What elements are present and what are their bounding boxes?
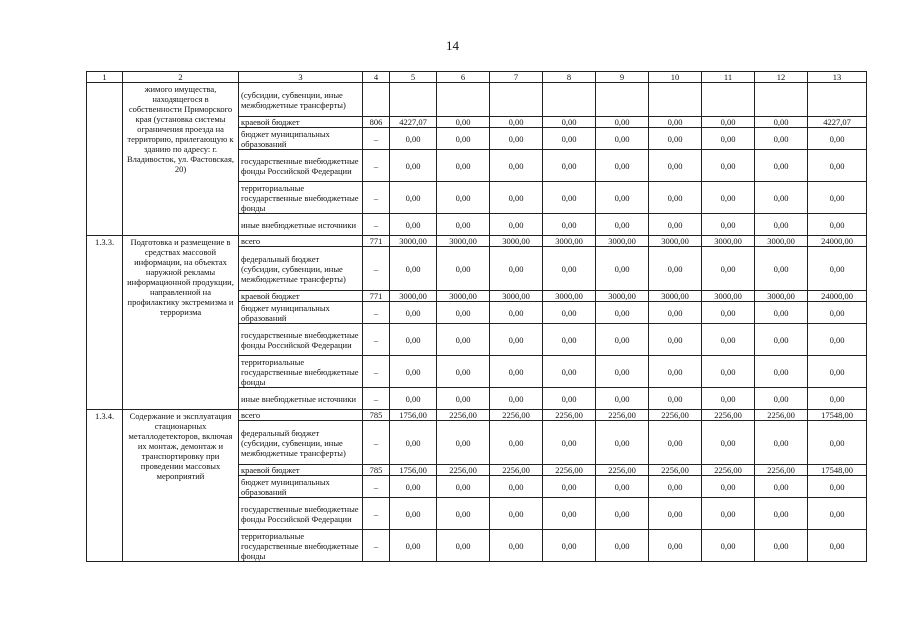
amount-cell: 0,00 xyxy=(543,214,596,236)
amount-cell: 3000,00 xyxy=(649,291,702,302)
amount-cell: 0,00 xyxy=(437,128,490,150)
amount-cell: 3000,00 xyxy=(437,291,490,302)
funding-source: территориальные государственные внебюджетные фонды xyxy=(239,356,363,388)
amount-cell: 0,00 xyxy=(755,388,808,410)
budget-code: – xyxy=(363,302,390,324)
amount-cell: 0,00 xyxy=(649,117,702,128)
amount-cell: 0,00 xyxy=(755,117,808,128)
amount-cell: 0,00 xyxy=(543,421,596,465)
amount-cell: 0,00 xyxy=(808,302,867,324)
amount-cell: 0,00 xyxy=(390,530,437,562)
budget-code: 771 xyxy=(363,236,390,247)
column-header: 5 xyxy=(390,72,437,83)
item-index: 1.3.3. xyxy=(87,236,123,410)
header-row xyxy=(87,72,867,83)
amount-cell: 0,00 xyxy=(649,150,702,182)
amount-cell: 0,00 xyxy=(649,530,702,562)
amount-cell: 3000,00 xyxy=(596,236,649,247)
column-header: 6 xyxy=(437,72,490,83)
amount-cell: 0,00 xyxy=(702,498,755,530)
item-name: Содержание и эксплуатация стационарных металлодетекторов, включая их монтаж, демонтаж и транспортировку при проведении массовых мероприятий xyxy=(123,410,239,562)
amount-cell: 3000,00 xyxy=(390,291,437,302)
table-row xyxy=(87,236,867,247)
amount-cell: 0,00 xyxy=(543,356,596,388)
amount-cell: 2256,00 xyxy=(702,410,755,421)
column-header: 10 xyxy=(649,72,702,83)
amount-cell: 0,00 xyxy=(649,421,702,465)
amount-cell: 0,00 xyxy=(755,150,808,182)
funding-source: государственные внебюджетные фонды Российской Федерации xyxy=(239,150,363,182)
amount-cell: 0,00 xyxy=(390,356,437,388)
amount-cell: 0,00 xyxy=(755,247,808,291)
funding-source: всего xyxy=(239,236,363,247)
amount-cell: 3000,00 xyxy=(543,291,596,302)
amount-cell: 2256,00 xyxy=(437,465,490,476)
amount-cell: 0,00 xyxy=(596,302,649,324)
amount-cell: 0,00 xyxy=(808,421,867,465)
item-index: 1.3.4. xyxy=(87,410,123,562)
amount-cell: 0,00 xyxy=(543,128,596,150)
amount-cell: 0,00 xyxy=(649,247,702,291)
amount-cell: 0,00 xyxy=(808,247,867,291)
amount-cell: 0,00 xyxy=(390,150,437,182)
amount-cell: 0,00 xyxy=(390,182,437,214)
amount-cell: 0,00 xyxy=(702,476,755,498)
amount-cell: 3000,00 xyxy=(702,236,755,247)
amount-cell: 0,00 xyxy=(490,324,543,356)
budget-code: – xyxy=(363,388,390,410)
amount-cell: 0,00 xyxy=(596,530,649,562)
amount-cell: 0,00 xyxy=(390,128,437,150)
funding-source: территориальные государственные внебюджетные фонды xyxy=(239,530,363,562)
amount-cell: 0,00 xyxy=(490,302,543,324)
column-header: 9 xyxy=(596,72,649,83)
amount-cell: 0,00 xyxy=(755,421,808,465)
amount-cell: 0,00 xyxy=(437,421,490,465)
amount-cell: 0,00 xyxy=(808,324,867,356)
amount-cell: 0,00 xyxy=(808,150,867,182)
budget-code: – xyxy=(363,324,390,356)
amount-cell: 0,00 xyxy=(390,476,437,498)
amount-cell: 0,00 xyxy=(490,421,543,465)
amount-cell: 2256,00 xyxy=(543,465,596,476)
amount-cell: 1756,00 xyxy=(390,410,437,421)
amount-cell: 2256,00 xyxy=(490,410,543,421)
table-row xyxy=(87,83,867,117)
amount-cell: 0,00 xyxy=(437,498,490,530)
amount-cell: 3000,00 xyxy=(596,291,649,302)
amount-cell: 0,00 xyxy=(702,117,755,128)
column-header: 11 xyxy=(702,72,755,83)
amount-cell: 0,00 xyxy=(649,356,702,388)
amount-cell: 0,00 xyxy=(543,117,596,128)
amount-cell xyxy=(390,83,437,117)
amount-cell: 0,00 xyxy=(543,498,596,530)
amount-cell: 2256,00 xyxy=(702,465,755,476)
amount-cell: 0,00 xyxy=(649,128,702,150)
amount-cell: 0,00 xyxy=(543,324,596,356)
amount-cell: 17548,00 xyxy=(808,465,867,476)
amount-cell: 0,00 xyxy=(596,182,649,214)
amount-cell: 0,00 xyxy=(390,498,437,530)
amount-cell: 0,00 xyxy=(808,182,867,214)
amount-cell xyxy=(702,83,755,117)
amount-cell: 0,00 xyxy=(808,388,867,410)
funding-source: государственные внебюджетные фонды Российской Федерации xyxy=(239,498,363,530)
amount-cell: 0,00 xyxy=(755,356,808,388)
amount-cell: 0,00 xyxy=(702,214,755,236)
column-header: 7 xyxy=(490,72,543,83)
amount-cell xyxy=(755,83,808,117)
funding-source: краевой бюджет xyxy=(239,117,363,128)
amount-cell: 0,00 xyxy=(390,214,437,236)
funding-source: иные внебюджетные источники xyxy=(239,388,363,410)
amount-cell: 0,00 xyxy=(543,476,596,498)
amount-cell: 2256,00 xyxy=(755,465,808,476)
column-header: 12 xyxy=(755,72,808,83)
amount-cell: 0,00 xyxy=(437,117,490,128)
funding-source: федеральный бюджет (субсидии, субвенции, иные межбюджетные трансферты) xyxy=(239,247,363,291)
amount-cell: 0,00 xyxy=(649,498,702,530)
amount-cell: 0,00 xyxy=(490,530,543,562)
amount-cell: 0,00 xyxy=(755,214,808,236)
budget-code: 806 xyxy=(363,117,390,128)
amount-cell: 0,00 xyxy=(490,117,543,128)
amount-cell: 0,00 xyxy=(596,247,649,291)
amount-cell: 0,00 xyxy=(702,324,755,356)
amount-cell: 2256,00 xyxy=(649,410,702,421)
amount-cell: 0,00 xyxy=(596,498,649,530)
amount-cell: 2256,00 xyxy=(596,465,649,476)
amount-cell: 0,00 xyxy=(596,356,649,388)
amount-cell: 0,00 xyxy=(755,302,808,324)
amount-cell: 0,00 xyxy=(649,476,702,498)
amount-cell: 0,00 xyxy=(808,128,867,150)
funding-source: бюджет муниципальных образований xyxy=(239,128,363,150)
amount-cell: 2256,00 xyxy=(596,410,649,421)
amount-cell: 0,00 xyxy=(437,324,490,356)
funding-source: всего xyxy=(239,410,363,421)
amount-cell: 0,00 xyxy=(543,388,596,410)
budget-code: – xyxy=(363,498,390,530)
column-header: 13 xyxy=(808,72,867,83)
column-header: 8 xyxy=(543,72,596,83)
amount-cell: 0,00 xyxy=(702,182,755,214)
amount-cell: 0,00 xyxy=(596,214,649,236)
amount-cell: 0,00 xyxy=(437,530,490,562)
amount-cell: 4227,07 xyxy=(808,117,867,128)
amount-cell: 0,00 xyxy=(808,498,867,530)
amount-cell: 0,00 xyxy=(437,214,490,236)
amount-cell: 0,00 xyxy=(490,498,543,530)
budget-code: – xyxy=(363,530,390,562)
amount-cell: 0,00 xyxy=(596,476,649,498)
amount-cell xyxy=(596,83,649,117)
budget-code: – xyxy=(363,214,390,236)
amount-cell: 3000,00 xyxy=(755,236,808,247)
amount-cell: 0,00 xyxy=(490,214,543,236)
amount-cell xyxy=(808,83,867,117)
budget-code: – xyxy=(363,182,390,214)
amount-cell: 0,00 xyxy=(702,247,755,291)
budget-code: 785 xyxy=(363,410,390,421)
budget-code: – xyxy=(363,128,390,150)
funding-source: территориальные государственные внебюджетные фонды xyxy=(239,182,363,214)
budget-code: – xyxy=(363,247,390,291)
budget-code: – xyxy=(363,476,390,498)
funding-source: краевой бюджет xyxy=(239,465,363,476)
amount-cell: 0,00 xyxy=(390,324,437,356)
page-number: 14 xyxy=(446,38,459,53)
amount-cell: 2256,00 xyxy=(649,465,702,476)
amount-cell: 4227,07 xyxy=(390,117,437,128)
amount-cell: 0,00 xyxy=(649,388,702,410)
budget-code: 771 xyxy=(363,291,390,302)
amount-cell: 3000,00 xyxy=(649,236,702,247)
amount-cell: 0,00 xyxy=(543,530,596,562)
amount-cell: 24000,00 xyxy=(808,236,867,247)
amount-cell: 2256,00 xyxy=(755,410,808,421)
amount-cell: 0,00 xyxy=(808,476,867,498)
amount-cell: 0,00 xyxy=(390,302,437,324)
amount-cell: 0,00 xyxy=(649,324,702,356)
amount-cell: 3000,00 xyxy=(437,236,490,247)
amount-cell: 0,00 xyxy=(490,150,543,182)
amount-cell: 0,00 xyxy=(596,324,649,356)
amount-cell: 0,00 xyxy=(543,182,596,214)
table-row xyxy=(87,410,867,421)
amount-cell: 0,00 xyxy=(390,388,437,410)
amount-cell: 0,00 xyxy=(702,302,755,324)
amount-cell: 0,00 xyxy=(490,476,543,498)
amount-cell xyxy=(649,83,702,117)
amount-cell: 0,00 xyxy=(649,182,702,214)
amount-cell: 0,00 xyxy=(702,388,755,410)
item-name: жимого имущества, находящегося в собственности Приморского края (установка системы ограничения проезда на территорию, прилегающую к зданию по адресу: г. Владивосток, ул. Фастовская, 20) xyxy=(123,83,239,236)
amount-cell: 0,00 xyxy=(437,476,490,498)
amount-cell: 0,00 xyxy=(755,182,808,214)
amount-cell: 0,00 xyxy=(437,356,490,388)
amount-cell: 0,00 xyxy=(649,302,702,324)
amount-cell: 3000,00 xyxy=(543,236,596,247)
amount-cell: 0,00 xyxy=(490,356,543,388)
amount-cell: 0,00 xyxy=(596,421,649,465)
funding-source: бюджет муниципальных образований xyxy=(239,476,363,498)
amount-cell: 1756,00 xyxy=(390,465,437,476)
funding-source: бюджет муниципальных образований xyxy=(239,302,363,324)
item-index xyxy=(87,83,123,236)
budget-code: 785 xyxy=(363,465,390,476)
amount-cell: 0,00 xyxy=(702,128,755,150)
amount-cell: 0,00 xyxy=(543,247,596,291)
amount-cell: 0,00 xyxy=(437,302,490,324)
amount-cell xyxy=(437,83,490,117)
amount-cell: 0,00 xyxy=(437,247,490,291)
amount-cell xyxy=(543,83,596,117)
budget-table xyxy=(86,71,867,562)
amount-cell: 0,00 xyxy=(755,128,808,150)
amount-cell: 3000,00 xyxy=(490,236,543,247)
amount-cell: 2256,00 xyxy=(490,465,543,476)
amount-cell: 0,00 xyxy=(437,150,490,182)
amount-cell: 0,00 xyxy=(490,128,543,150)
amount-cell: 0,00 xyxy=(490,247,543,291)
column-header: 2 xyxy=(123,72,239,83)
amount-cell: 0,00 xyxy=(755,498,808,530)
amount-cell: 0,00 xyxy=(596,150,649,182)
amount-cell: 0,00 xyxy=(490,388,543,410)
amount-cell: 0,00 xyxy=(702,421,755,465)
amount-cell: 0,00 xyxy=(702,356,755,388)
budget-code: – xyxy=(363,421,390,465)
amount-cell: 0,00 xyxy=(437,388,490,410)
amount-cell: 2256,00 xyxy=(437,410,490,421)
amount-cell: 0,00 xyxy=(702,530,755,562)
funding-source: государственные внебюджетные фонды Российской Федерации xyxy=(239,324,363,356)
budget-code: – xyxy=(363,356,390,388)
amount-cell: 0,00 xyxy=(702,150,755,182)
column-header: 1 xyxy=(87,72,123,83)
amount-cell: 0,00 xyxy=(543,302,596,324)
amount-cell: 2256,00 xyxy=(543,410,596,421)
table-body xyxy=(87,72,867,562)
amount-cell: 0,00 xyxy=(596,388,649,410)
amount-cell: 0,00 xyxy=(808,214,867,236)
funding-source: федеральный бюджет (субсидии, субвенции, иные межбюджетные трансферты) xyxy=(239,421,363,465)
amount-cell: 0,00 xyxy=(390,421,437,465)
column-header: 3 xyxy=(239,72,363,83)
amount-cell: 3000,00 xyxy=(390,236,437,247)
amount-cell: 3000,00 xyxy=(490,291,543,302)
budget-code: – xyxy=(363,150,390,182)
amount-cell: 0,00 xyxy=(755,530,808,562)
amount-cell: 0,00 xyxy=(808,356,867,388)
amount-cell: 3000,00 xyxy=(702,291,755,302)
amount-cell: 0,00 xyxy=(437,182,490,214)
budget-code xyxy=(363,83,390,117)
funding-source: краевой бюджет xyxy=(239,291,363,302)
amount-cell: 0,00 xyxy=(543,150,596,182)
amount-cell: 0,00 xyxy=(596,128,649,150)
amount-cell: 0,00 xyxy=(755,476,808,498)
amount-cell: 17548,00 xyxy=(808,410,867,421)
amount-cell: 0,00 xyxy=(596,117,649,128)
amount-cell: 0,00 xyxy=(649,214,702,236)
amount-cell: 24000,00 xyxy=(808,291,867,302)
amount-cell xyxy=(490,83,543,117)
amount-cell: 3000,00 xyxy=(755,291,808,302)
amount-cell: 0,00 xyxy=(390,247,437,291)
item-name: Подготовка и размещение в средствах массовой информации, на объектах наружной рекламы информационной продукции, направленной на профилактику экстремизма и терроризма xyxy=(123,236,239,410)
amount-cell: 0,00 xyxy=(808,530,867,562)
amount-cell: 0,00 xyxy=(755,324,808,356)
amount-cell: 0,00 xyxy=(490,182,543,214)
column-header: 4 xyxy=(363,72,390,83)
funding-source: (субсидии, субвенции, иные межбюджетные трансферты) xyxy=(239,83,363,117)
funding-source: иные внебюджетные источники xyxy=(239,214,363,236)
